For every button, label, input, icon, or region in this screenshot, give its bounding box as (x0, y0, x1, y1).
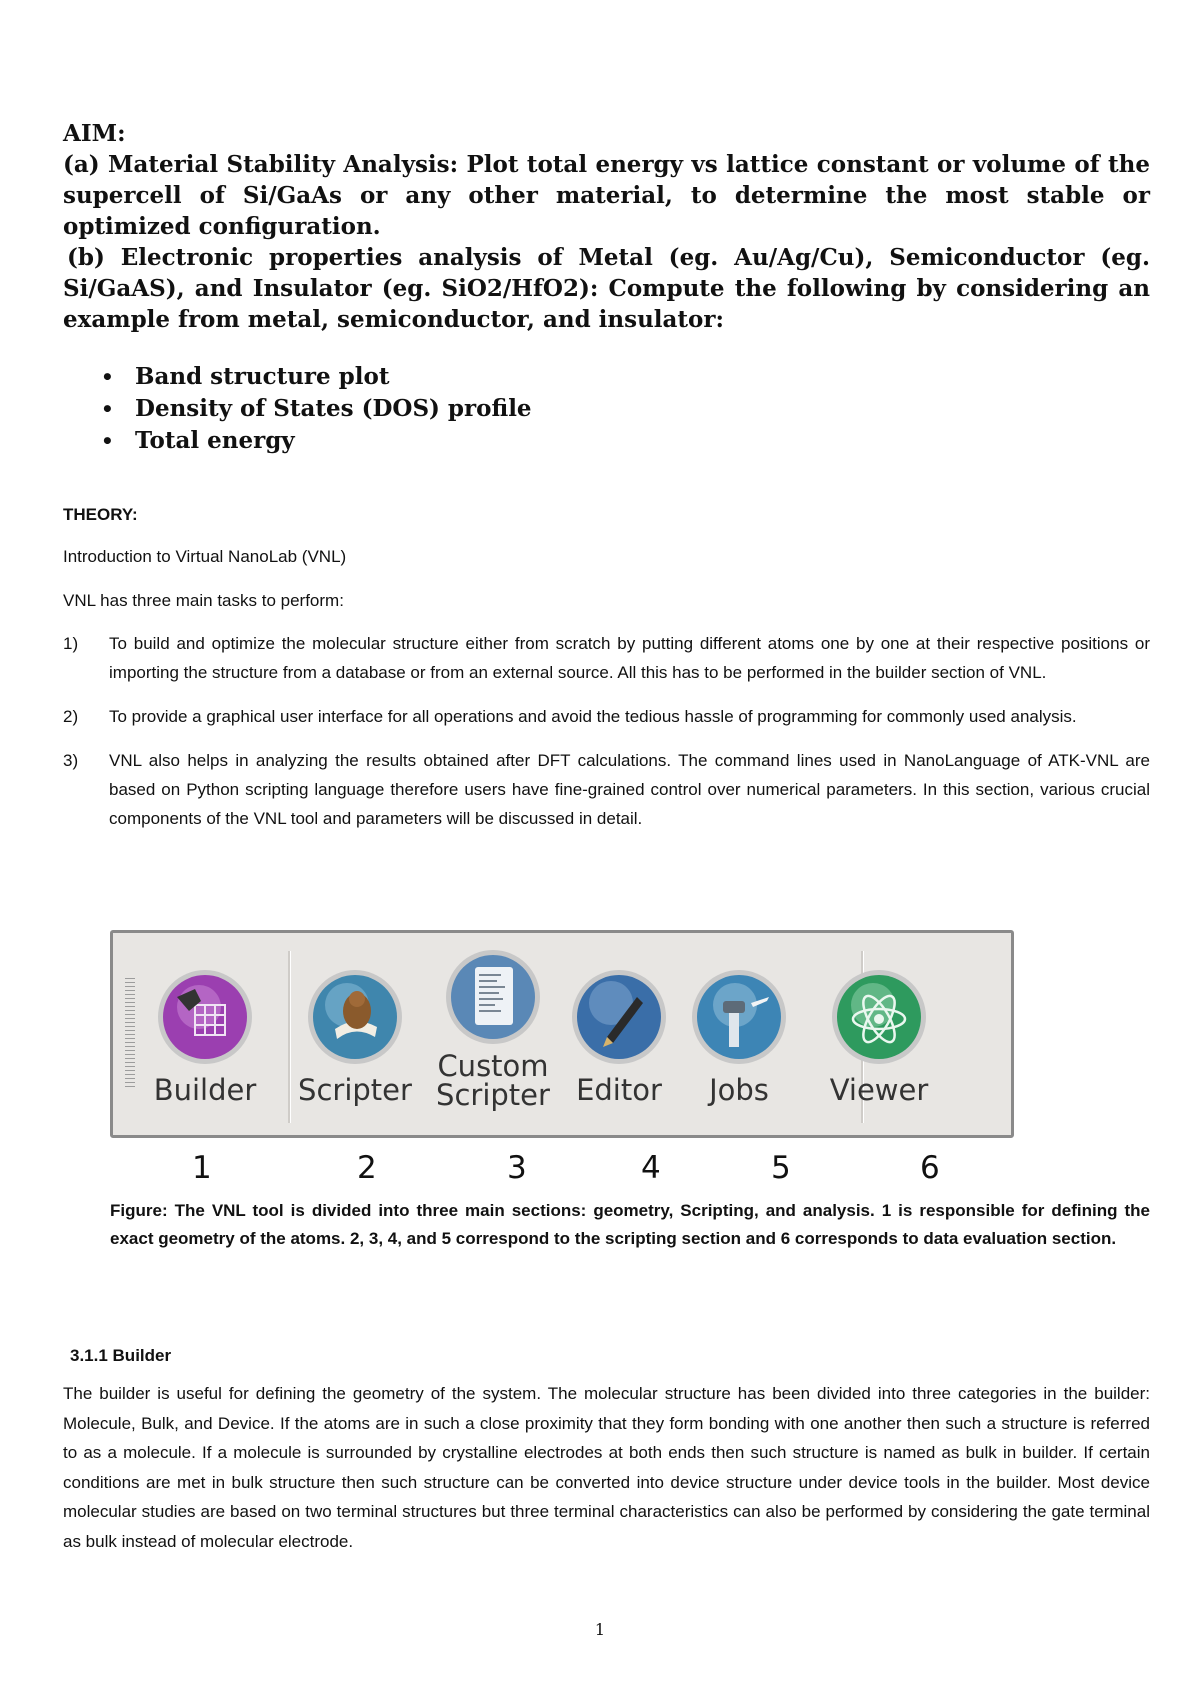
aim-bullet-list (63, 361, 1150, 457)
section-heading: 3.1.1 Builder (70, 1346, 172, 1365)
aim-heading: AIM: (63, 120, 126, 147)
vnl-toolbar (110, 930, 1014, 1138)
builder-icon (155, 967, 255, 1067)
tool-label: Viewer (829, 1073, 929, 1107)
list-number: 1) (63, 634, 79, 653)
list-item: • Density of States (DOS) profile (135, 393, 1150, 425)
list-item (63, 746, 1150, 833)
list-number: 2) (63, 707, 79, 726)
toolbar-grip (125, 978, 135, 1088)
tool-label: Scripter (298, 1073, 412, 1107)
tool-number: 2 (357, 1150, 377, 1186)
list-item: • Band structure plot (135, 361, 1150, 393)
tool-label: Builder (153, 1073, 257, 1107)
tool-number: 3 (507, 1150, 527, 1186)
vnl-toolbar-figure (110, 930, 1018, 1142)
list-item (63, 702, 1150, 731)
task-text: To provide a graphical user interface for all operations and avoid the tedious hassle of programming for commonly used analysis. (109, 707, 1077, 726)
task-text: VNL also helps in analyzing the results obtained after DFT calculations. The command lines used in NanoLanguage of ATK-VNL are based on Python scripting language therefore users have fine-grained control over numerical parameters. In this section, various crucial components of the VNL tool and parameters will be discussed in detail. (109, 751, 1150, 828)
page-number: 1 (594, 1620, 606, 1639)
editor-button[interactable] (549, 933, 689, 1141)
list-item (63, 629, 1150, 687)
jobs-button[interactable] (669, 933, 809, 1141)
aim-part-b: (b) Electronic properties analysis of Metal (eg. Au/Ag/Cu), Semiconductor (eg. Si/GaAS), and Insulator (eg. SiO2/HfO2): Compute the following by considering an example from metal, semiconductor, and insulator: (63, 244, 1150, 333)
tool-label: Editor (576, 1073, 662, 1107)
custom-scripter-button[interactable] (423, 933, 563, 1141)
builder-paragraph: The builder is useful for defining the geometry of the system. The molecular structure has been divided into three categories in the builder: Molecule, Bulk, and Device. If the atoms are in such a close proximity that they form bonding with one another then such a structure is referred to as a molecule. If a molecule is surrounded by crystalline electrodes at both ends then such structure is named as bulk in builder. If certain conditions are met in bulk structure then such structure can be converted into device structure under device tools in the builder. Most device molecular studies are based on two terminal structures but three terminal characteristics can also be performed by considering the gate terminal as bulk instead of molecular electrode. (63, 1384, 1150, 1551)
list-number: 3) (63, 751, 79, 770)
tool-label: Jobs (709, 1073, 769, 1107)
custom-scripter-icon (443, 947, 543, 1047)
aim-block (63, 118, 1150, 335)
tool-number: 4 (641, 1150, 661, 1186)
builder-button[interactable] (135, 933, 275, 1141)
figure-caption: Figure: The VNL tool is divided into three main sections: geometry, Scripting, and analysis. 1 is responsible for defining the exact geometry of the atoms. 2, 3, 4, and 5 correspond to the scripting section and 6 corresponds to data evaluation section. (110, 1201, 1150, 1248)
theory-intro: Introduction to Virtual NanoLab (VNL) (63, 547, 347, 566)
jobs-icon (689, 967, 789, 1067)
tool-numbers (110, 1150, 1018, 1190)
list-item: • Total energy (135, 425, 1150, 457)
theory-heading: THEORY: (63, 505, 138, 524)
tool-number: 5 (771, 1150, 791, 1186)
tool-label-line2: Scripter (436, 1078, 550, 1112)
scripter-button[interactable] (285, 933, 425, 1141)
viewer-icon (829, 967, 929, 1067)
tasks-list (63, 629, 1150, 833)
editor-icon (569, 967, 669, 1067)
aim-part-a: (a) Material Stability Analysis: Plot total energy vs lattice constant or volume of the supercell of Si/GaAs or any other material, to determine the most stable or optimized configuration. (63, 151, 1150, 240)
task-text: To build and optimize the molecular structure either from scratch by putting different atoms one by one at their respective positions or importing the structure from a database or from an external source. All this has to be performed in the builder section of VNL. (109, 634, 1150, 682)
tool-number: 1 (192, 1150, 212, 1186)
viewer-button[interactable] (809, 933, 949, 1141)
scripter-icon (305, 967, 405, 1067)
tool-number: 6 (920, 1150, 940, 1186)
tasks-intro: VNL has three main tasks to perform: (63, 591, 344, 610)
tool-label-line1: Custom (437, 1049, 549, 1083)
